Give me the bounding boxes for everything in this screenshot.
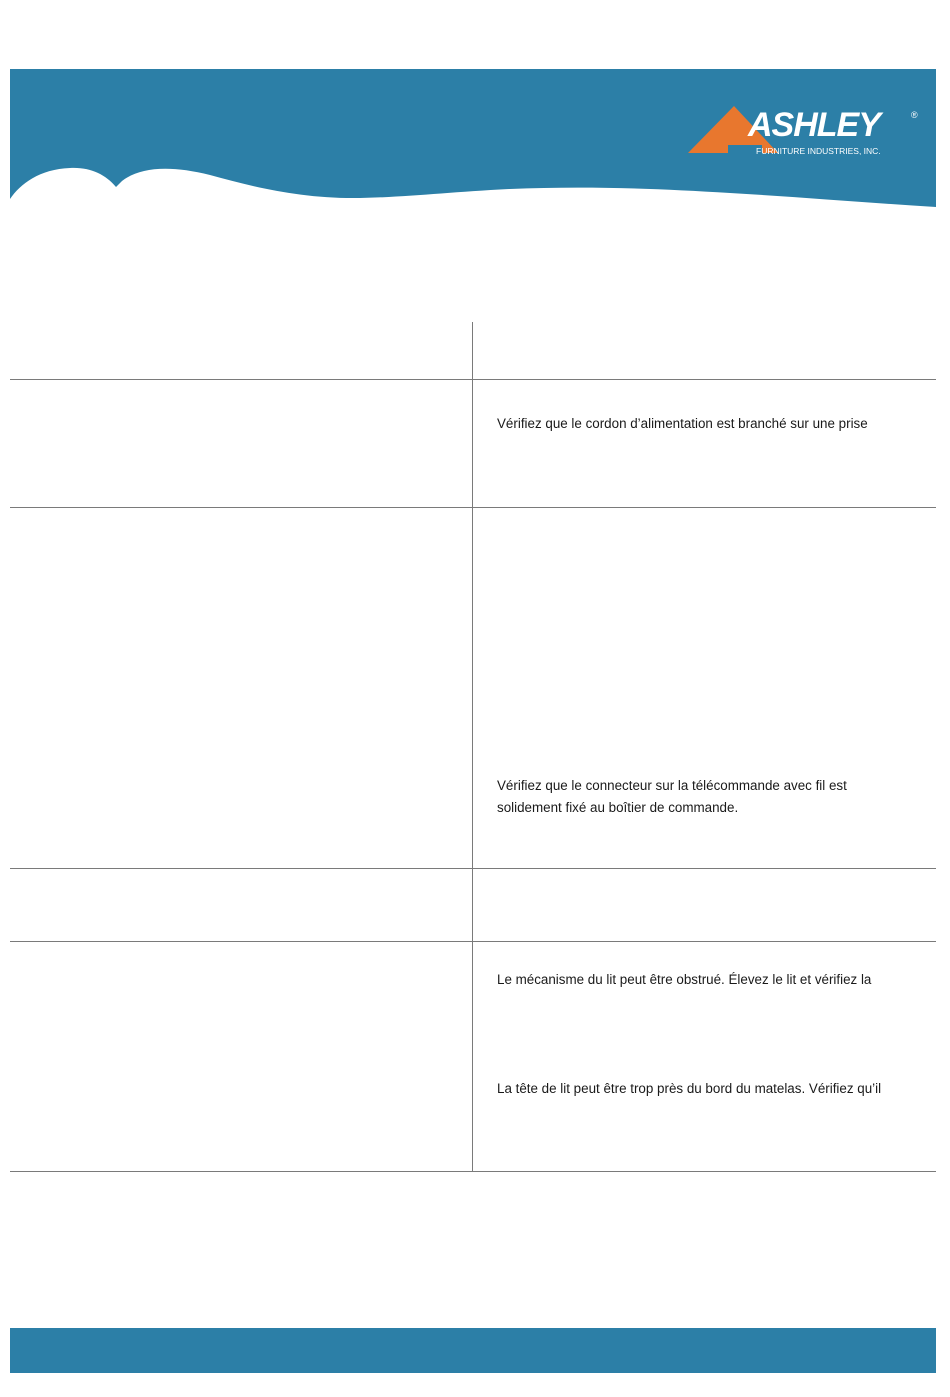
row-divider — [10, 941, 936, 942]
troubleshooting-table — [10, 322, 936, 1172]
logo-registered-mark: ® — [911, 110, 918, 120]
row-divider — [10, 379, 936, 380]
footer-band — [10, 1328, 936, 1373]
solution-text: La tête de lit peut être trop près du bord du matelas. Vérifiez qu’il — [497, 1081, 882, 1096]
solution-text: Le mécanisme du lit peut être obstrué. Élevez le lit et vérifiez la — [497, 972, 872, 987]
solution-text: Vérifiez que le connecteur sur la télécommande avec fil est — [497, 778, 847, 793]
row-divider — [10, 507, 936, 508]
solution-text: Vérifiez que le cordon d’alimentation est branché sur une prise — [497, 416, 868, 431]
solution-text: solidement fixé au boîtier de commande. — [497, 800, 739, 815]
logo-wordmark: ASHLEY — [748, 106, 880, 144]
row-divider — [10, 1171, 936, 1172]
column-divider — [472, 322, 473, 1172]
logo-subtitle: FURNITURE INDUSTRIES, INC. — [756, 146, 881, 156]
row-divider — [10, 868, 936, 869]
